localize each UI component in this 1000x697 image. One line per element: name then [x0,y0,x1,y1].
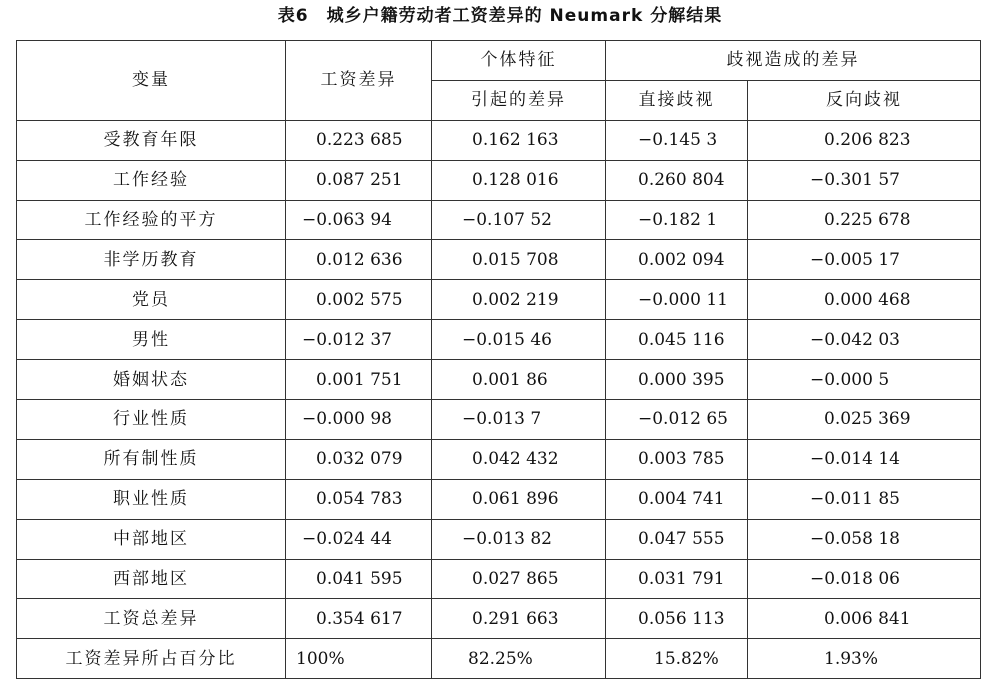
percent-row-label: 工资差异所占百分比 [17,639,286,679]
row-value-col1: 0.002 575 [286,280,432,320]
table-row [17,240,981,280]
row-value-col3: 0.047 555 [606,519,748,559]
row-value-col2: 0.162 163 [432,120,606,160]
header-individual-top: 个体特征 [432,41,606,81]
row-value-col4: −0.058 18 [748,519,981,559]
row-value-col3: −0.145 3 [606,120,748,160]
table-row [17,519,981,559]
row-value-col3: 0.260 804 [606,160,748,200]
row-value-col4: −0.005 17 [748,240,981,280]
row-value-col3: −0.000 11 [606,280,748,320]
row-value-col1: 0.354 617 [286,599,432,639]
row-label: 工作经验 [17,160,286,200]
row-value-col2: 0.061 896 [432,479,606,519]
row-value-col1: −0.012 37 [286,320,432,360]
row-value-col3: −0.012 65 [606,400,748,440]
row-value-col2: 0.027 865 [432,559,606,599]
row-value-col1: 0.087 251 [286,160,432,200]
header-discrimination: 歧视造成的差异 [606,41,981,81]
header-wage-gap: 工资差异 [286,41,432,121]
table-row [17,280,981,320]
row-label: 婚姻状态 [17,360,286,400]
row-value-col1: 0.032 079 [286,439,432,479]
row-value-col3: 0.031 791 [606,559,748,599]
row-value-col2: 0.291 663 [432,599,606,639]
row-value-col4: 0.025 369 [748,400,981,440]
table-row [17,320,981,360]
percent-row [17,639,981,679]
row-value-col3: 0.045 116 [606,320,748,360]
table-caption: 表6 城乡户籍劳动者工资差异的 Neumark 分解结果 [277,6,723,26]
row-value-col3: 0.002 094 [606,240,748,280]
row-label: 工资总差异 [17,599,286,639]
row-value-col4: 0.206 823 [748,120,981,160]
header-reverse: 反向歧视 [748,80,981,120]
percent-value-col2: 82.25% [432,639,606,679]
row-value-col1: 0.001 751 [286,360,432,400]
table-row [17,599,981,639]
row-value-col2: 0.002 219 [432,280,606,320]
row-label: 男性 [17,320,286,360]
row-value-col4: −0.011 85 [748,479,981,519]
neumark-decomposition-table [16,40,981,679]
table-row [17,479,981,519]
row-label: 中部地区 [17,519,286,559]
table-row [17,120,981,160]
row-value-col4: 0.225 678 [748,200,981,240]
table-row [17,160,981,200]
row-value-col2: 0.128 016 [432,160,606,200]
row-label: 所有制性质 [17,439,286,479]
row-value-col3: 0.004 741 [606,479,748,519]
percent-value-col4: 1.93% [748,639,981,679]
row-value-col4: −0.000 5 [748,360,981,400]
row-value-col2: −0.013 7 [432,400,606,440]
percent-value-col1: 100% [286,639,432,679]
header-row-1 [17,41,981,81]
row-value-col1: −0.063 94 [286,200,432,240]
row-value-col3: 0.000 395 [606,360,748,400]
header-direct: 直接歧视 [606,80,748,120]
row-value-col4: −0.018 06 [748,559,981,599]
row-value-col4: −0.042 03 [748,320,981,360]
table-row [17,360,981,400]
row-label: 党员 [17,280,286,320]
row-label: 西部地区 [17,559,286,599]
row-value-col2: 0.042 432 [432,439,606,479]
table-row [17,400,981,440]
row-value-col2: −0.015 46 [432,320,606,360]
table-row [17,439,981,479]
row-label: 工作经验的平方 [17,200,286,240]
row-value-col3: −0.182 1 [606,200,748,240]
row-value-col4: 0.006 841 [748,599,981,639]
percent-value-col3: 15.82% [606,639,748,679]
row-value-col4: −0.014 14 [748,439,981,479]
row-value-col2: 0.015 708 [432,240,606,280]
row-value-col3: 0.056 113 [606,599,748,639]
row-value-col1: −0.000 98 [286,400,432,440]
row-label: 非学历教育 [17,240,286,280]
table-row [17,200,981,240]
row-label: 受教育年限 [17,120,286,160]
row-value-col4: −0.301 57 [748,160,981,200]
row-value-col1: 0.041 595 [286,559,432,599]
table-row [17,559,981,599]
header-variable: 变量 [17,41,286,121]
row-value-col1: −0.024 44 [286,519,432,559]
row-value-col1: 0.012 636 [286,240,432,280]
row-value-col2: 0.001 86 [432,360,606,400]
row-value-col1: 0.223 685 [286,120,432,160]
row-value-col3: 0.003 785 [606,439,748,479]
row-value-col2: −0.107 52 [432,200,606,240]
row-value-col2: −0.013 82 [432,519,606,559]
header-individual-bottom: 引起的差异 [432,80,606,120]
row-value-col4: 0.000 468 [748,280,981,320]
row-label: 行业性质 [17,400,286,440]
row-value-col1: 0.054 783 [286,479,432,519]
row-label: 职业性质 [17,479,286,519]
